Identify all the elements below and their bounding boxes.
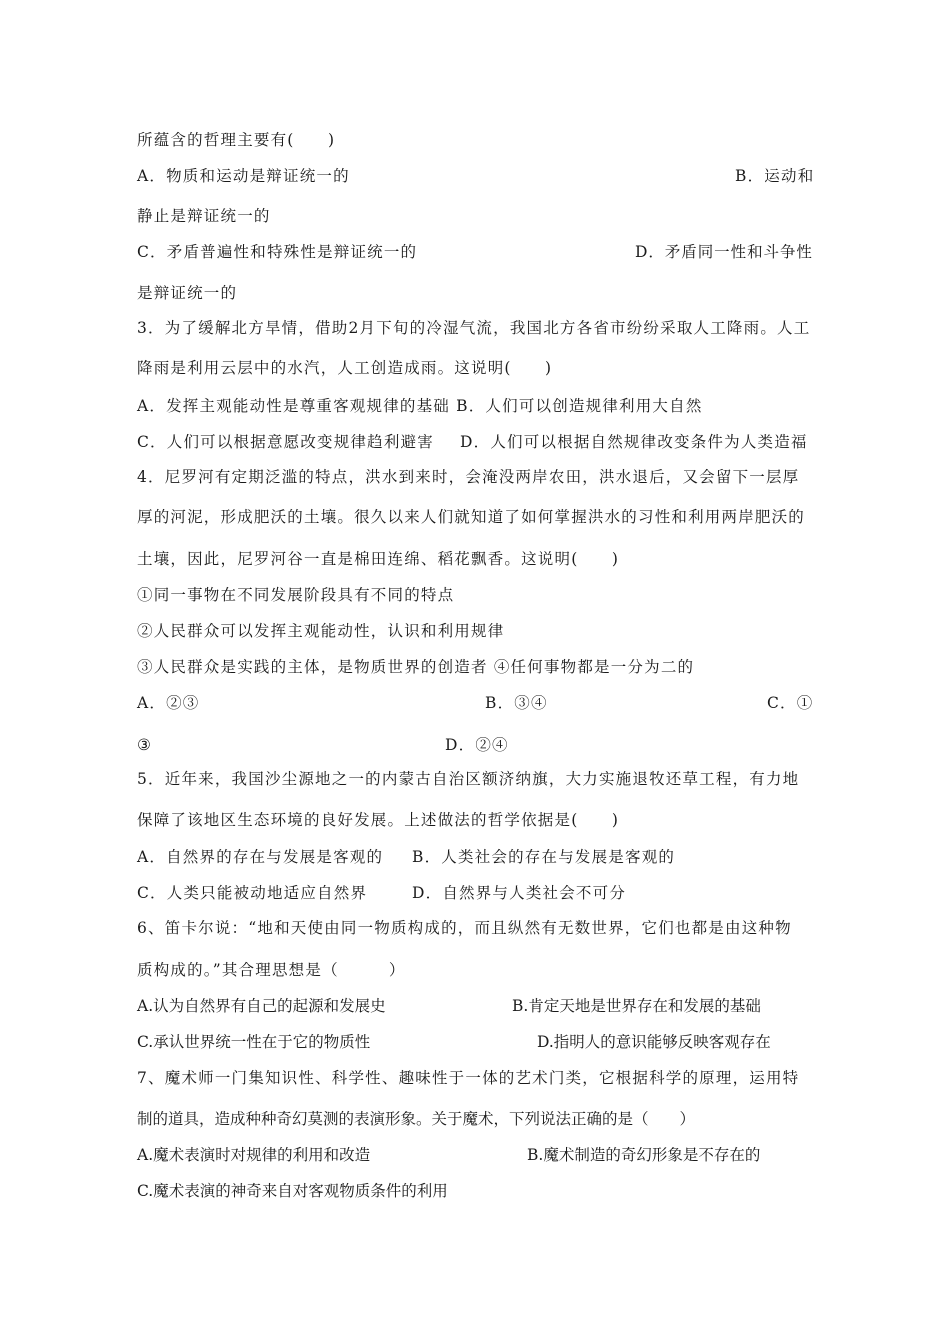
q7-option-b: B.魔术制造的奇幻形象是不存在的	[527, 1146, 761, 1164]
q5-stem-line1: 5．近年来，我国沙尘源地之一的内蒙古自治区额济纳旗，大力实施退牧还草工程，有力地	[137, 770, 800, 788]
q2-option-a: A．物质和运动是辩证统一的	[137, 167, 350, 185]
q6-option-b: B.肯定天地是世界存在和发展的基础	[512, 997, 761, 1015]
q5-option-a: A．自然界的存在与发展是客观的	[137, 848, 384, 866]
q6-option-d: D.指明人的意识能够反映客观存在	[537, 1033, 771, 1051]
q4-option-c: C．①	[767, 694, 814, 712]
q5-option-d: D．自然界与人类社会不可分	[412, 884, 627, 902]
q3-option-c: C．人们可以根据意愿改变规律趋利避害	[137, 433, 434, 451]
q2-stem-continuation: 所蕴含的哲理主要有( )	[137, 131, 336, 149]
q2-option-d: D．矛盾同一性和斗争性	[635, 243, 813, 261]
q3-stem-line2: 降雨是利用云层中的水汽，人工创造成雨。这说明( )	[137, 359, 553, 377]
q5-stem-line2: 保障了该地区生态环境的良好发展。上述做法的哲学依据是( )	[137, 811, 620, 829]
q7-option-a: A.魔术表演时对规律的利用和改造	[137, 1146, 371, 1164]
q7-stem-line2: 制的道具，造成种种奇幻莫测的表演形象。关于魔术，下列说法正确的是（ ）	[137, 1110, 696, 1128]
q2-option-b-continuation: 静止是辩证统一的	[137, 207, 271, 225]
q4-option-b: B．③④	[485, 694, 548, 712]
q4-option-d: D．②④	[445, 736, 509, 754]
q4-stem-line2: 厚的河泥，形成肥沃的土壤。很久以来人们就知道了如何掌握洪水的习性和利用两岸肥沃的	[137, 508, 806, 526]
q4-statements-3-4: ③人民群众是实践的主体，是物质世界的创造者 ④任何事物都是一分为二的	[137, 658, 695, 676]
q3-stem-line1: 3．为了缓解北方旱情，借助2月下旬的冷湿气流，我国北方各省市纷纷采取人工降雨。人工	[137, 319, 811, 337]
q4-stem-line3: 土壤，因此，尼罗河谷一直是棉田连绵、稻花飘香。这说明( )	[137, 550, 620, 568]
q7-option-c: C.魔术表演的神奇来自对客观物质条件的利用	[137, 1182, 448, 1200]
q7-stem-line1: 7、魔术师一门集知识性、科学性、趣味性于一体的艺术门类，它根据科学的原理，运用特	[137, 1069, 800, 1087]
q4-statement-2: ②人民群众可以发挥主观能动性，认识和利用规律	[137, 622, 505, 640]
q2-option-d-continuation: 是辩证统一的	[137, 284, 238, 302]
q6-option-a: A.认为自然界有自己的起源和发展史	[137, 997, 386, 1015]
q4-stem-line1: 4．尼罗河有定期泛滥的特点，洪水到来时，会淹没两岸农田，洪水退后，又会留下一层厚	[137, 468, 800, 486]
q4-option-a: A．②③	[137, 694, 200, 712]
q4-option-c-continuation: ③	[137, 736, 153, 754]
q4-statement-1: ①同一事物在不同发展阶段具有不同的特点	[137, 586, 455, 604]
q6-stem-line1: 6、笛卡尔说：“地和天使由同一物质构成的，而且纵然有无数世界，它们也都是由这种物	[137, 919, 792, 937]
q3-option-d: D．人们可以根据自然规律改变条件为人类造福	[460, 433, 808, 451]
q6-stem-line2: 质构成的。”其合理思想是（ ）	[137, 961, 406, 979]
q5-option-c: C．人类只能被动地适应自然界	[137, 884, 368, 902]
q2-option-b: B．运动和	[735, 167, 815, 185]
q3-options-ab: A．发挥主观能动性是尊重客观规律的基础 B．人们可以创造规律利用大自然	[137, 397, 703, 415]
q2-option-c: C．矛盾普遍性和特殊性是辩证统一的	[137, 243, 418, 261]
q6-option-c: C.承认世界统一性在于它的物质性	[137, 1033, 371, 1051]
q5-option-b: B．人类社会的存在与发展是客观的	[412, 848, 676, 866]
